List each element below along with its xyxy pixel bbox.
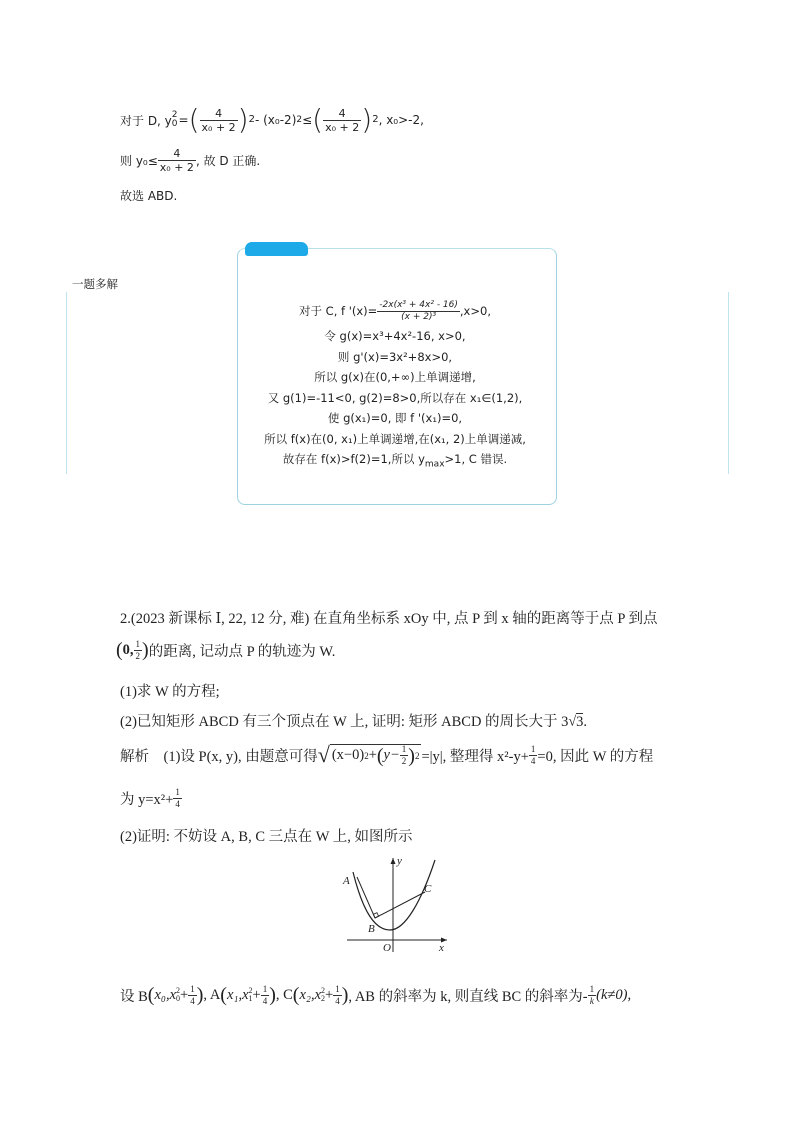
label-b: B — [368, 923, 375, 935]
label-o: O — [383, 942, 391, 954]
fraction: $\frac{\text{-2x(x³ + 4x² - 16)}}{\text{(x + 2)³}}$ — [379, 299, 458, 322]
parabola-figure — [335, 852, 455, 957]
fraction: $\frac{4}{\text{x₀ + 2}}$ — [159, 146, 194, 174]
solution-line-4: 设 B ( x₀,x 2 0 + $\frac{1}{4}$ ) , A ( x₁,x 2 1 + $\frac{1}{4}$ ) , C ( x₂,x 2 2 + $\frac{1}{4}$ ) , AB 的斜率为 k, 则直线 BC 的斜率为- $\frac{1}{k}$ (k≠0), — [120, 983, 632, 1006]
question-2: (2)已知矩形 ABCD 有三个顶点在 W 上, 证明: 矩形 ABCD 的周长大于 3√3. — [120, 714, 587, 730]
problem-line-1: 2.(2023 新课标 Ⅰ, 22, 12 分, 难) 在直角坐标系 xOy 中, 点 P 到 x 轴的距离等于点 P 到点 — [120, 611, 658, 627]
solution-line-1: 解析 (1)设 P(x, y), 由题意可得 √ (x−0) 2 + ( y− $\frac{1}{2}$ ) 2 =|y|, 整理得 x²-y+ $\frac{1}{4}$ =0, 因此 W 的方程 — [120, 742, 654, 767]
segment-ab — [357, 877, 375, 918]
label-a: A — [343, 875, 350, 887]
solution-line-3: (2)证明: 不妨设 A, B, C 三点在 W 上, 如图所示 — [120, 829, 413, 845]
top-line-1: 对于 D, y 2 0 = ( $\frac{4}{\text{x₀ + 2}}$ ) 2 - (x₀-2) 2 ≤ ( $\frac{4}{\text{x₀ + 2}}$ ) 2 , x₀>-2, — [120, 103, 424, 136]
solution-line-2: 为 y=x²+ $\frac{1}{4}$ — [120, 786, 180, 809]
fraction: $\frac{4}{\text{x₀ + 2}}$ — [325, 106, 360, 134]
sidebar-label: 一题多解 — [72, 277, 118, 291]
label-x: x — [439, 942, 444, 954]
label-c: C — [424, 883, 432, 895]
left-rule — [66, 292, 67, 474]
top-line-3: 故选 ABD. — [120, 189, 178, 203]
sqrt-expression: (x−0) 2 + ( y− $\frac{1}{2}$ ) 2 — [331, 744, 420, 767]
question-1: (1)求 W 的方程; — [120, 684, 220, 700]
y-axis-arrow — [391, 858, 396, 864]
label-y: y — [397, 855, 402, 867]
right-rule — [728, 292, 729, 474]
alt-solution-text: 对于 C, f '(x)= $\frac{\text{-2x(x³ + 4x² - 16)}}{\text{(x + 2)³}}$ ,x>0, 令 g(x)=x³+4x²-16, x>0, 则 g'(x)=3x²+8x>0, 所以 g(x)在(0,+∞)上单调递增, 又 g(1)=-11<0, g(2)=8>0,所以存在 x₁∈(1,2), 使 g(x₁)=0, 即 f '(x₁)=0, 所以 f(x)在(0, x₁)上单调递增,在(x₁, 2)上单调递减, 故存在 f(x)>f(2)=1,所以 $y_{max}>1$, C 错误. — [264, 299, 526, 470]
fraction: $\frac{4}{\text{x₀ + 2}}$ — [201, 106, 236, 134]
top-line-2: 则 y₀≤ $\frac{4}{\text{x₀ + 2}}$ , 故 D 正确. — [120, 146, 261, 174]
problem-line-2: ( 0, $\frac{1}{2}$ ) 的距离, 记动点 P 的轨迹为 W. — [116, 638, 336, 661]
box-tab — [245, 242, 308, 256]
segment-bc — [375, 892, 425, 918]
